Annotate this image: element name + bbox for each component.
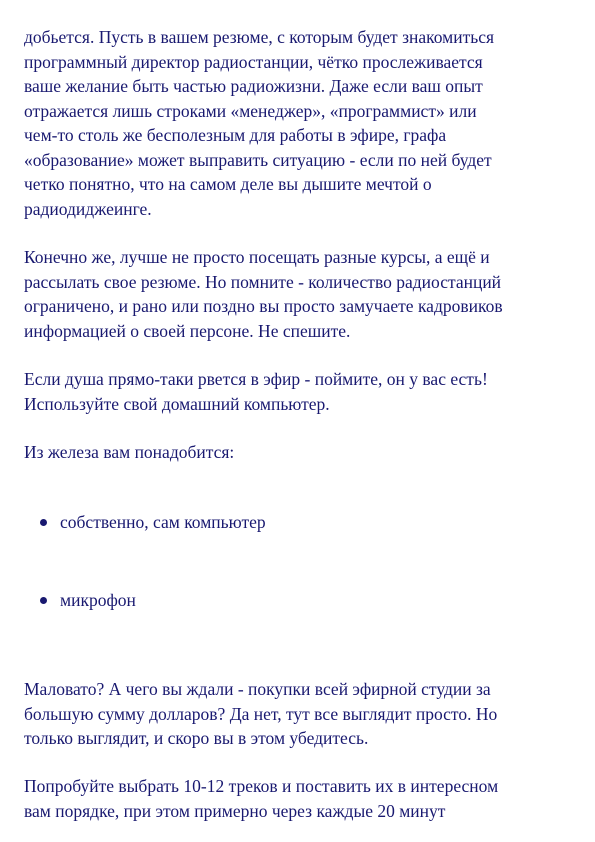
paragraph-tracks bbox=[24, 774, 579, 823]
text-line: Если душа прямо-таки рвется в эфир - поймите, он у вас есть! bbox=[24, 369, 488, 389]
list-item bbox=[40, 588, 580, 614]
paragraph-resume bbox=[24, 25, 579, 221]
text-line: добьется. Пусть в вашем резюме, с которым будет знакомиться bbox=[24, 27, 495, 47]
text-line: только выглядит, и скоро вы в этом убедитесь. bbox=[24, 728, 369, 748]
text-line: Маловато? А чего вы ждали - покупки всей эфирной студии за bbox=[24, 679, 491, 699]
list-item bbox=[40, 510, 580, 536]
text-line: ваше желание быть частью радиожизни. Даже если ваш опыт bbox=[24, 76, 483, 96]
text-line: вам порядке, при этом примерно через каждые 20 минут bbox=[24, 800, 446, 821]
paragraph-home-computer bbox=[24, 367, 579, 416]
text-line: Используйте свой домашний компьютер. bbox=[24, 393, 330, 414]
text-line: Из железа вам понадобится: bbox=[24, 442, 235, 462]
text-line: Конечно же, лучше не просто посещать разные курсы, а ещё и bbox=[24, 247, 490, 267]
text-line: отражается лишь строками «менеджер», «программист» или bbox=[24, 100, 477, 121]
paragraph-hardware-intro bbox=[24, 440, 579, 465]
text-line: большую сумму долларов? Да нет, тут все выглядит просто. Но bbox=[24, 703, 498, 724]
text-line: рассылать свое резюме. Но помните - количество радиостанций bbox=[24, 271, 502, 292]
paragraph-courses bbox=[24, 245, 579, 343]
bullet-icon bbox=[40, 519, 47, 526]
paragraph-not-enough bbox=[24, 677, 579, 751]
text-line: чем-то столь же бесполезным для работы в эфире, графа bbox=[24, 125, 447, 145]
bullet-icon bbox=[40, 597, 47, 604]
text-line: информацией о своей персоне. Не спешите. bbox=[24, 320, 351, 341]
text-line: Попробуйте выбрать 10-12 треков и поставить их в интересном bbox=[24, 776, 499, 796]
text-line: четко понятно, что на самом деле вы дышите мечтой о bbox=[24, 174, 432, 194]
list-item-label: собственно, сам компьютер bbox=[60, 512, 266, 532]
text-line: ограничено, и рано или поздно вы просто замучаете кадровиков bbox=[24, 296, 503, 316]
list-item-label: микрофон bbox=[60, 590, 136, 610]
text-line: программный директор радиостанции, чётко прослеживается bbox=[24, 51, 483, 72]
text-line: радиодиджеинге. bbox=[24, 198, 152, 219]
text-line: «образование» может выправить ситуацию - если по ней будет bbox=[24, 149, 492, 170]
